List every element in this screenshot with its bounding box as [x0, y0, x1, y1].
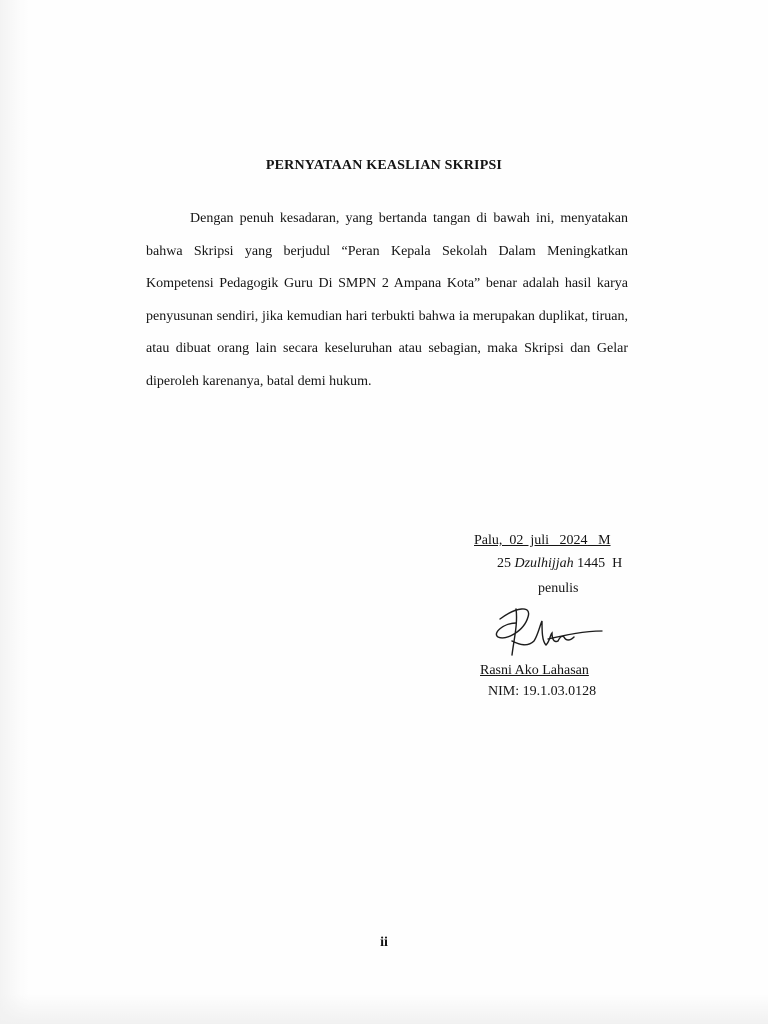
hijri-day: 25 — [497, 556, 511, 571]
page-number: ii — [380, 935, 388, 950]
place-date — [474, 533, 611, 549]
date-suffix: M — [598, 533, 611, 548]
handwritten-signature — [486, 601, 606, 659]
scan-shadow-bottom — [0, 994, 768, 1024]
scan-shadow-left — [0, 0, 30, 1024]
page-title: PERNYATAAN KEASLIAN SKRIPSI — [265, 158, 503, 173]
author-role: penulis — [538, 581, 579, 596]
hijri-date — [497, 556, 622, 572]
statement-paragraph: Dengan penuh kesadaran, yang bertanda tangan di bawah ini, menyatakan bahwa Skripsi yang berjudul “Peran Kepala Sekolah Dalam Meningkatkan Kompetensi Pedagogik Guru Di SMPN 2 Ampana Kota” benar adalah hasil karya penyusunan sendiri, jika kemudian hari terbukti bahwa ia merupakan duplikat, tiruan, atau dibuat orang lain secara keseluruhan atau sebagian, maka Skripsi dan Gelar diperoleh karenanya, batal demi hukum. — [146, 211, 628, 389]
author-name: Rasni Ako Lahasan — [480, 663, 589, 678]
author-nim: NIM: 19.1.03.0128 — [488, 684, 597, 699]
hijri-month: Dzulhijjah — [514, 556, 574, 571]
place-date-text: Palu, 02 juli 2024 — [474, 533, 588, 548]
hijri-year: 1445 H — [577, 556, 623, 571]
